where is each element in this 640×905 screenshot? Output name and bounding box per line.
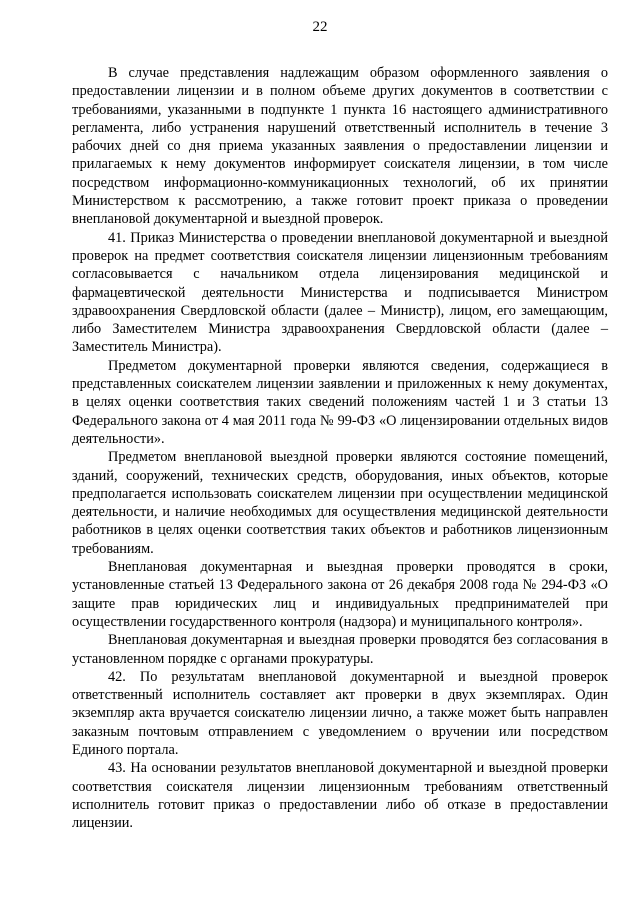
paragraph: В случае представления надлежащим образом оформленного заявления о предоставлении лицензии и в полном объеме других документов в соответствии с требованиями, указанными в подпункте 1 пункта 16 настоящего административного регламента, либо устранения нарушений ответственный исполнитель в течение 3 рабочих дней со дня приема указанных заявления о предоставлении лицензии и прилагаемых к нему документов информирует соискателя лицензии, в том числе посредством информационно-коммуникационных технологий, об их принятии Министерством к рассмотрению, а также готовит проект приказа о проведении внеплановой документарной и выездной проверок.: [72, 65, 608, 228]
paragraph: Предметом внеплановой выездной проверки являются состояние помещений, зданий, сооружений, технических средств, оборудования, иных объектов, которые предполагается использовать соискателем лицензии при осуществлении медицинской деятельности, и наличие необходимых для осуществления медицинской деятельности работников в целях оценки соответствия таких объектов и работников лицензионным требованиям.: [72, 449, 608, 557]
paragraph: Внеплановая документарная и выездная проверки проводятся в сроки, установленные статьей 13 Федерального закона от 26 декабря 2008 года № 294-ФЗ «О защите прав юридических лиц и индивидуальных предпринимателей при осуществлении государственного контроля (надзора) и муниципального контроля».: [72, 559, 608, 630]
page-number: 22: [312, 19, 328, 35]
document-body: [72, 64, 608, 832]
paragraph-42: 42. По результатам внеплановой документарной и выездной проверок ответственный исполнитель составляет акт проверки в двух экземплярах. Один экземпляр акта вручается соискателю лицензии лично, а также может быть направлен заказным почтовым отправлением с уведомлением о вручении или посредством Единого портала.: [72, 668, 608, 758]
paragraph-43: 43. На основании результатов внеплановой документарной и выездной проверки соответствия соискателя лицензии лицензионным требованиям ответственный исполнитель готовит приказ о предоставлении либо об отказе в предоставлении лицензии.: [72, 760, 608, 832]
paragraph-41: 41. Приказ Министерства о проведении внеплановой документарной и выездной проверок на предмет соответствия соискателя лицензии лицензионным требованиям согласовывается с начальником отдела лицензирования медицинской и фармацевтической деятельности Министерства и подписывается Министром здравоохранения Свердловской области (далее – Министр), лицом, его замещающим, либо Заместителем Министра здравоохранения Свердловской области (далее – Заместитель Министра).: [72, 229, 608, 356]
paragraph: Внеплановая документарная и выездная проверки проводятся без согласования в установленном порядке с органами прокуратуры.: [72, 632, 608, 667]
paragraph: Предметом документарной проверки являются сведения, содержащиеся в представленных соискателем лицензии заявлении и приложенных к нему документах, в целях оценки соответствия таких сведений положениям частей 1 и 3 статьи 13 Федерального закона от 4 мая 2011 года № 99-ФЗ «О лицензировании отдельных видов деятельности».: [72, 357, 608, 447]
